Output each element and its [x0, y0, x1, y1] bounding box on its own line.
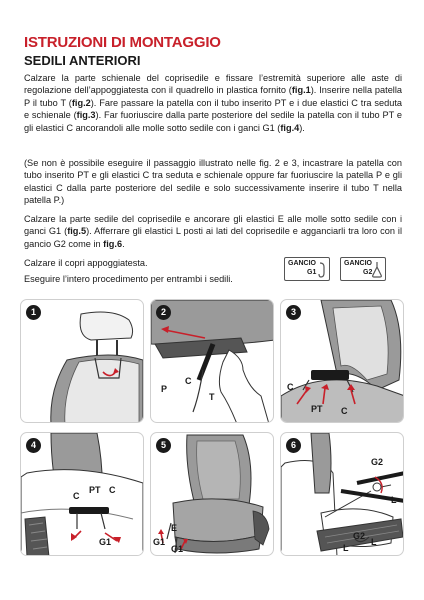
figure-5-label-g1-left: G1 [153, 537, 166, 547]
figure-5-label-e: E [171, 523, 178, 533]
paragraph-4: Calzare il copri appoggiatesta. [24, 258, 148, 268]
figure-4-label-c-left: C [73, 491, 80, 501]
hook-g1-legend: GANCIO G1 [284, 257, 330, 281]
figure-2-label-t: T [209, 392, 215, 402]
hook-g2-icon [371, 261, 383, 279]
figure-2-label-c: C [185, 376, 192, 386]
figure-5-number: 5 [156, 438, 171, 453]
figure-4 [20, 432, 144, 556]
figure-2-number: 2 [156, 305, 171, 320]
figure-1-number: 1 [26, 305, 41, 320]
figure-5-label-g1-right: G1 [171, 544, 184, 554]
paragraph-2: (Se non è possibile eseguire il passaggio illustrato nelle fig. 2 e 3, incastrare la patella con tubo inserito PT e gli elastici C tra seduta e schienale oppure far fuoriuscire la patella P e gli elastici C dalla parte posteriore del sedile e solo successivamente inserire il tubo T nella patella P.) [24, 158, 402, 206]
paragraph-3: Calzare la parte sedile del coprisedile e ancorare gli elastici E alle molle sotto sedile con i ganci G1 (fig.5). Afferrare gli elastici L posti ai lati del coprisedile e agganciarli tra loro con il gancio G2 come in fig.6. [24, 214, 402, 249]
figure-6-label-l-top: L [391, 495, 397, 505]
hook-g2-legend: GANCIO G2 [340, 257, 386, 281]
figure-2-label-p: P [161, 384, 168, 394]
side-elastic-hook-illustration [281, 433, 404, 556]
figure-4-label-g1: G1 [99, 537, 112, 547]
seat-gap-illustration [281, 300, 404, 423]
figure-3-label-c-right: C [341, 406, 348, 416]
figure-3 [280, 299, 404, 423]
figure-3-label-pt: PT [311, 404, 323, 414]
paragraph-5: Eseguire l’intero procedimento per entrambi i sedili. [24, 274, 233, 284]
figure-1 [20, 299, 144, 423]
seat-cover-illustration [151, 433, 274, 556]
paragraph-1: Calzare la parte schienale del coprisedile e fissare l’estremità superiore alle aste di regolazione dell’appoggiatesta con il quadrello in plastica fornito (fig.1). Inserire nella patella P il tubo T (fig.2). Fare passare la patella con il tubo inserito PT e i due elastici C tra seduta e schienale (fig.3). Far fuoriuscire dalla parte posteriore del sedile la patella con il tubo PT e gli elastici C ancorandoli alle molle sotto sedile con i ganci G1 (fig.4). [24, 73, 402, 133]
figure-3-label-c-left: C [287, 382, 294, 392]
figure-6-label-g2-top: G2 [371, 457, 384, 467]
headrest-fitting-illustration [21, 300, 144, 423]
figure-6-number: 6 [286, 438, 301, 453]
figure-6-label-l-bottom-left: L [343, 543, 349, 553]
figure-2 [150, 299, 274, 423]
hook-g1-icon [317, 261, 327, 279]
figure-4-label-pt: PT [89, 485, 101, 495]
figure-4-label-c-right: C [109, 485, 116, 495]
figure-6-label-l-bottom-right: L [371, 537, 377, 547]
tube-insertion-illustration [151, 300, 274, 423]
figure-5 [150, 432, 274, 556]
figure-6 [280, 432, 404, 556]
page-title: ISTRUZIONI DI MONTAGGIO [24, 34, 221, 51]
figure-6-label-g2-bottom: G2 [353, 531, 366, 541]
figure-4-number: 4 [26, 438, 41, 453]
section-subtitle: SEDILI ANTERIORI [24, 53, 141, 68]
rear-anchoring-illustration [21, 433, 144, 556]
figure-3-number: 3 [286, 305, 301, 320]
